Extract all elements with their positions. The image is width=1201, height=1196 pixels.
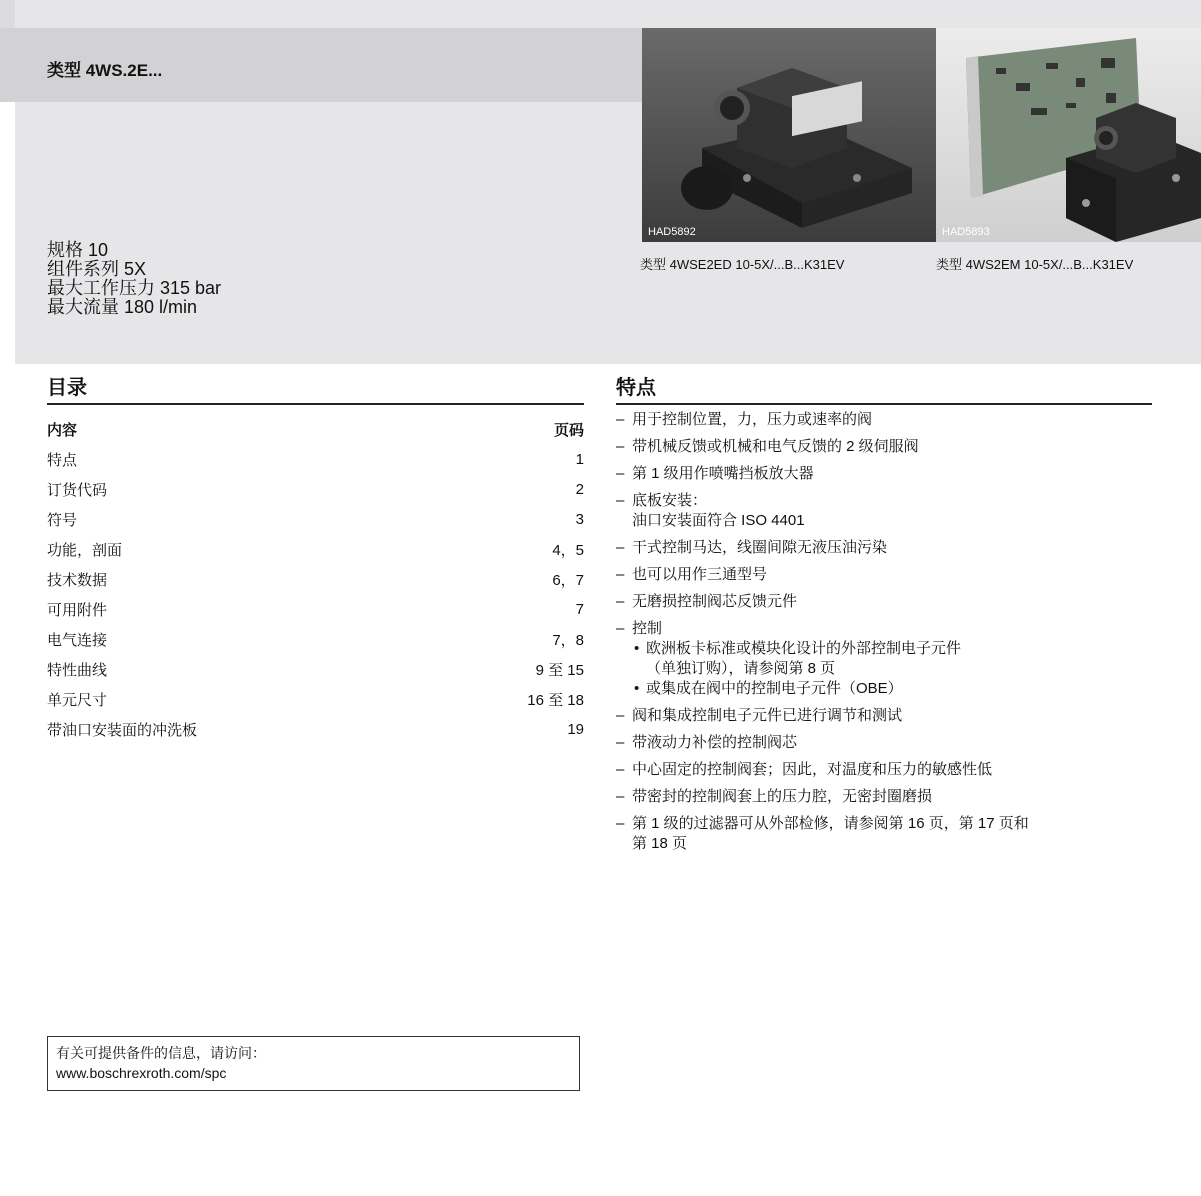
- toc-title: 目录: [47, 377, 87, 399]
- feature-item: – 带液动力补偿的控制阀芯: [616, 734, 798, 751]
- features-rule: [616, 403, 1152, 405]
- feature-bullet: • 或集成在阀中的控制电子元件（OBE）: [634, 680, 903, 697]
- toc-row: [47, 444, 584, 474]
- type-title: 类型 4WS.2E...: [47, 61, 163, 80]
- toc-label: 功能，剖面: [47, 541, 123, 559]
- notice-url[interactable]: www.boschrexroth.com/spc: [56, 1065, 227, 1081]
- toc-page: 4，5: [552, 541, 584, 559]
- toc-label: 特点: [47, 451, 78, 469]
- toc-label: 订货代码: [47, 481, 108, 499]
- toc-row: [47, 594, 584, 624]
- toc-row: [47, 624, 584, 654]
- toc-label: 技术数据: [47, 571, 108, 589]
- spare-parts-notice: [47, 1036, 580, 1091]
- toc-row: [47, 654, 584, 684]
- toc-page: 7: [575, 600, 584, 618]
- toc-row: [47, 504, 584, 534]
- spec-pressure: 最大工作压力 315 bar: [47, 278, 222, 298]
- spec-size: 规格 10: [47, 240, 109, 260]
- toc-label: 符号: [47, 511, 78, 529]
- toc-table: [47, 414, 584, 744]
- toc-label: 可用附件: [47, 601, 108, 619]
- valve-card-photo: [936, 28, 1201, 242]
- valve-photo: [642, 28, 936, 242]
- toc-page: 7，8: [552, 631, 584, 649]
- notice-text: 有关可提供备件的信息，请访问：: [56, 1045, 266, 1061]
- toc-page: 2: [575, 480, 584, 498]
- toc-rule: [47, 403, 584, 405]
- feature-item: – 第 1 级用作喷嘴挡板放大器: [616, 465, 814, 482]
- toc-row: [47, 714, 584, 744]
- feature-item: – 底板安装： 油口安装面符合 ISO 4401: [616, 492, 805, 529]
- feature-item: – 也可以用作三通型号: [616, 566, 768, 583]
- toc-page: 1: [575, 450, 584, 468]
- toc-label: 单元尺寸: [47, 691, 108, 709]
- photo-caption-1: 类型 4WSE2ED 10-5X/...B...K31EV: [640, 257, 845, 272]
- toc-row: [47, 534, 584, 564]
- feature-sub: 油口安装面符合 ISO 4401: [632, 512, 805, 529]
- feature-item: – 控制 • 欧洲板卡标准或模块化设计的外部控制电子元件 （单独订购），请参阅第 8 页 • 或集成在阀中的控制电子元件（OBE）: [616, 620, 962, 697]
- feature-item: – 用于控制位置，力，压力或速率的阀: [616, 411, 873, 428]
- photo-code: HAD5893: [942, 226, 990, 238]
- toc-label: 电气连接: [47, 631, 108, 649]
- toc-page: 9 至 15: [535, 661, 584, 679]
- toc-page: 6，7: [552, 571, 584, 589]
- feature-bullet: • 欧洲板卡标准或模块化设计的外部控制电子元件: [634, 640, 962, 657]
- feature-item: – 无磨损控制阀芯反馈元件: [616, 593, 798, 610]
- features-list: [616, 410, 1156, 861]
- toc-label: 特性曲线: [47, 661, 108, 679]
- photo-caption-2: 类型 4WS2EM 10-5X/...B...K31EV: [936, 257, 1134, 272]
- feature-item: – 带密封的控制阀套上的压力腔，无密封圈磨损: [616, 788, 933, 805]
- toc-col-page: 页码: [553, 421, 584, 439]
- feature-bullet-cont: （单独订购），请参阅第 8 页: [646, 660, 836, 677]
- toc-label: 带油口安装面的冲洗板: [47, 721, 198, 739]
- spec-list: [47, 241, 221, 317]
- toc-row: [47, 474, 584, 504]
- feature-item: – 带机械反馈或机械和电气反馈的 2 级伺服阀: [616, 438, 919, 455]
- toc-page: 16 至 18: [527, 691, 584, 709]
- feature-item: – 第 1 级的过滤器可从外部检修，请参阅第 16 页，第 17 页和 第 18 页: [616, 815, 1029, 852]
- feature-item: – 干式控制马达，线圈间隙无液压油污染: [616, 539, 888, 556]
- toc-col-content: 内容: [47, 421, 78, 439]
- toc-page: 3: [575, 510, 584, 528]
- toc-page: 19: [567, 720, 584, 738]
- feature-item: – 中心固定的控制阀套；因此，对温度和压力的敏感性低: [616, 761, 993, 778]
- features-title: 特点: [616, 377, 656, 399]
- toc-row: [47, 564, 584, 594]
- toc-header-row: [47, 414, 584, 444]
- feature-item: – 阀和集成控制电子元件已进行调节和测试: [616, 707, 903, 724]
- spec-flow: 最大流量 180 l/min: [47, 297, 198, 317]
- toc-row: [47, 684, 584, 714]
- spec-series: 组件系列 5X: [47, 259, 147, 279]
- photo-code: HAD5892: [648, 226, 696, 238]
